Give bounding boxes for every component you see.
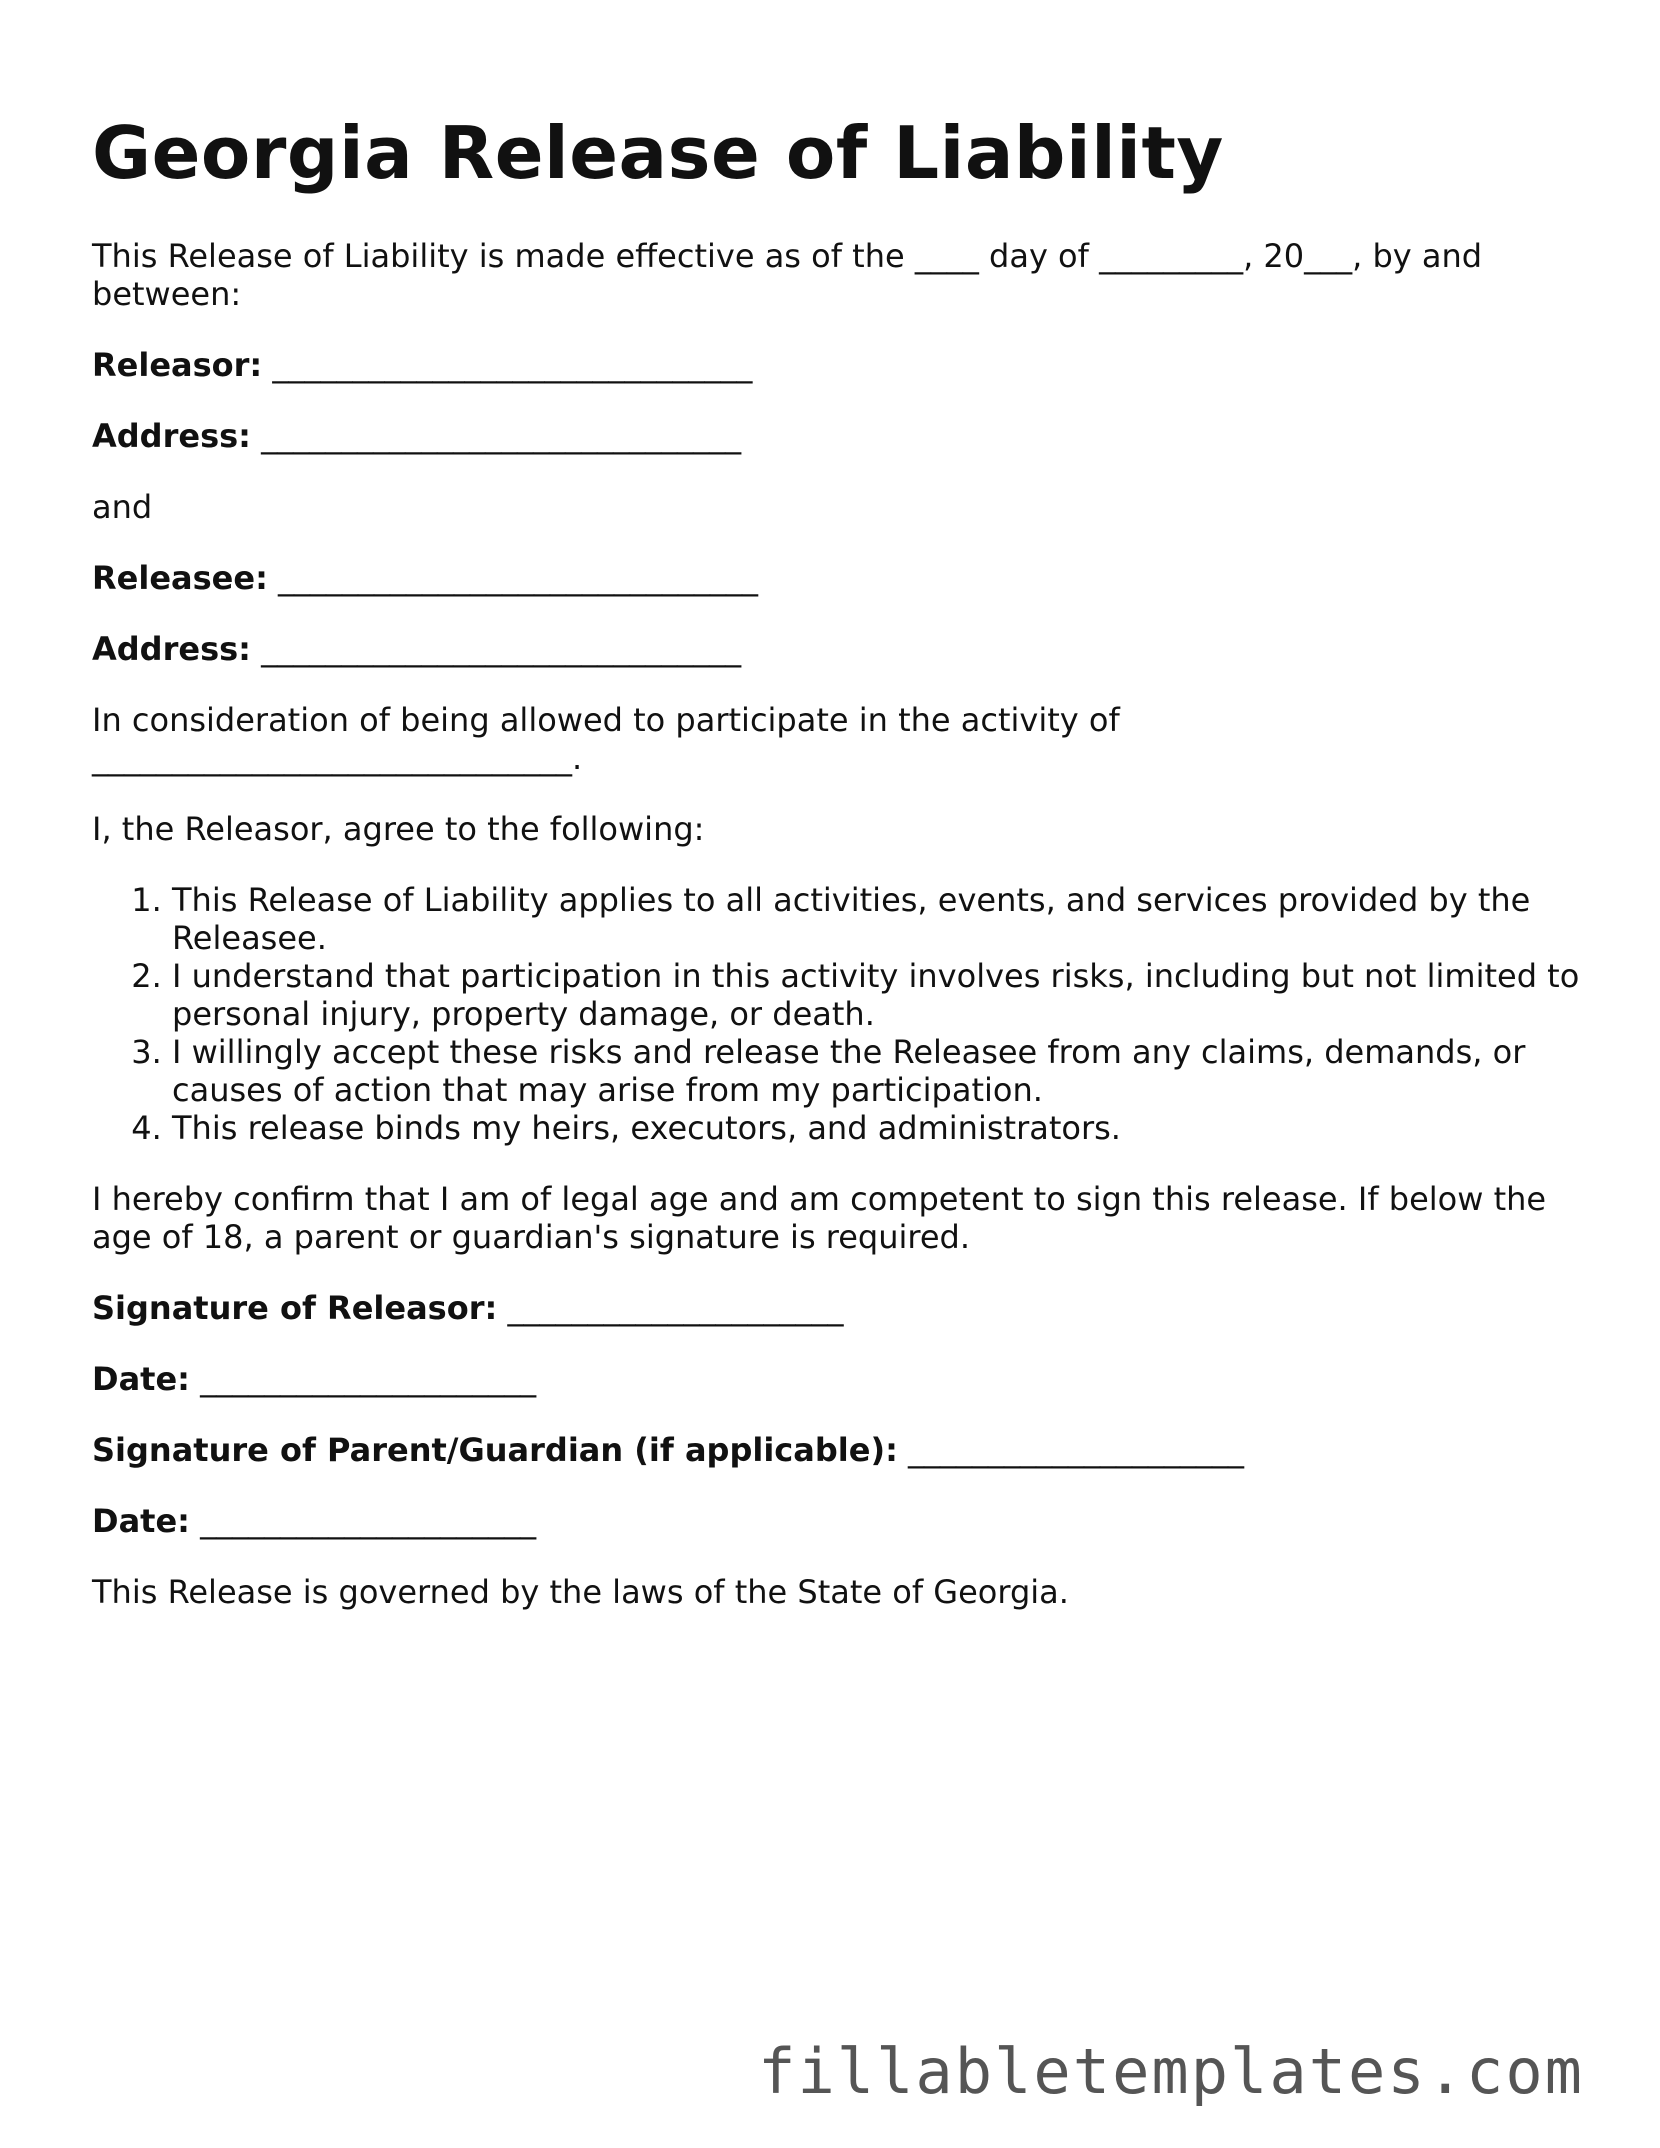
term-item: 2. I understand that participation in this activity involves risks, including but not limited to personal injury, property damage, or death.	[172, 957, 1582, 1033]
signature-parent-field[interactable]: _____________________	[908, 1430, 1245, 1469]
signature-releasor-field[interactable]: _____________________	[507, 1288, 844, 1327]
signature-parent-label: Signature of Parent/Guardian (if applicable):	[92, 1430, 898, 1469]
releasor-label: Releasor:	[92, 345, 263, 384]
terms-list	[92, 881, 1582, 1147]
consideration-paragraph: In consideration of being allowed to participate in the activity of ______________________________.	[92, 700, 1120, 777]
signature-releasor-label: Signature of Releasor:	[92, 1288, 498, 1327]
intro-paragraph: This Release of Liability is made effective as of the ____ day of _________, 20___, by and between:	[92, 236, 1483, 313]
document-title: Georgia Release of Liability	[92, 111, 1224, 195]
date-releasor-line	[92, 1360, 1582, 1398]
releasee-line	[92, 559, 1582, 597]
term-item: 4. This release binds my heirs, executors, and administrators.	[172, 1109, 1582, 1147]
agree-text: I, the Releasor, agree to the following:	[92, 809, 705, 848]
and-text: and	[92, 487, 153, 526]
date-parent-label: Date:	[92, 1501, 190, 1540]
signature-parent-line	[92, 1431, 1582, 1469]
releasee-label: Releasee:	[92, 558, 268, 597]
date-releasor-label: Date:	[92, 1359, 190, 1398]
releasor-field[interactable]: ______________________________	[272, 345, 753, 384]
releasee-address-label: Address:	[92, 629, 251, 668]
governing-law-text: This Release is governed by the laws of the State of Georgia.	[92, 1572, 1069, 1611]
confirmation-paragraph: I hereby confirm that I am of legal age and am competent to sign this release. If below the age of 18, a parent or guardian's signature is required.	[92, 1179, 1547, 1256]
document-page	[92, 112, 1582, 1644]
releasor-line	[92, 346, 1582, 384]
releasor-address-line	[92, 417, 1582, 455]
date-parent-line	[92, 1502, 1582, 1540]
date-releasor-field[interactable]: _____________________	[200, 1359, 537, 1398]
releasee-address-line	[92, 630, 1582, 668]
releasee-field[interactable]: ______________________________	[278, 558, 759, 597]
date-parent-field[interactable]: _____________________	[200, 1501, 537, 1540]
signature-releasor-line	[92, 1289, 1582, 1327]
term-item: 1. This Release of Liability applies to all activities, events, and services provided by the Releasee.	[172, 881, 1582, 957]
term-item: 3. I willingly accept these risks and release the Releasee from any claims, demands, or causes of action that may arise from my participation.	[172, 1033, 1582, 1109]
releasee-address-field[interactable]: ______________________________	[261, 629, 742, 668]
watermark-text: fillabletemplates.com	[758, 2035, 1584, 2108]
releasor-address-field[interactable]: ______________________________	[261, 416, 742, 455]
releasor-address-label: Address:	[92, 416, 251, 455]
